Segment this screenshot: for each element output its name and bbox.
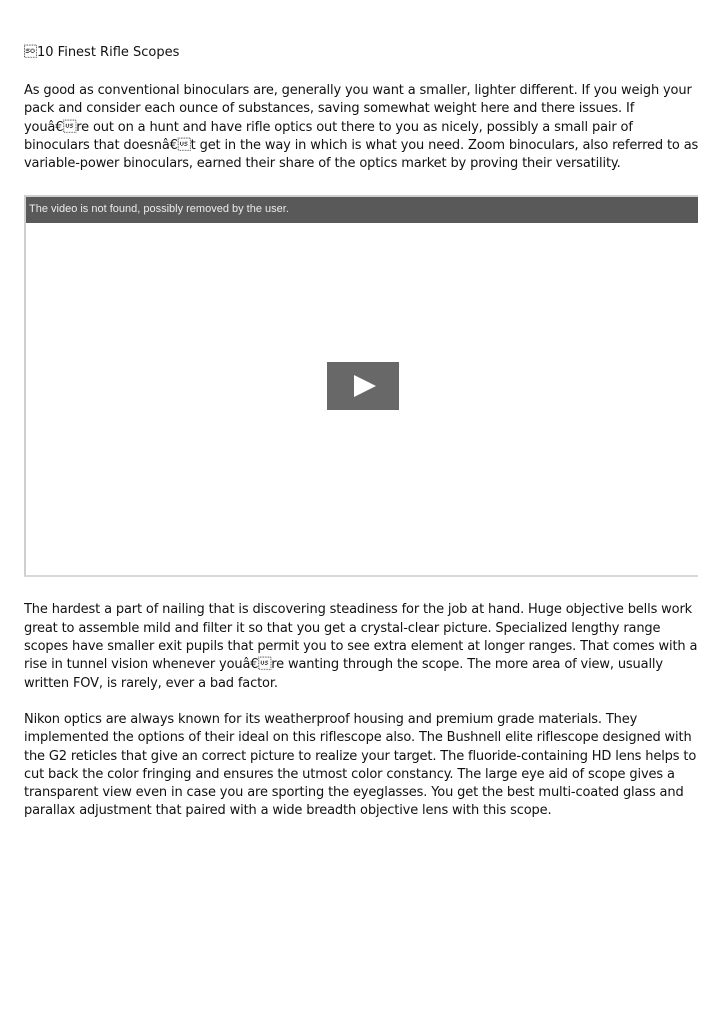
article-title: 10 Finest Rifle Scopes: [24, 45, 180, 60]
play-button[interactable]: [327, 362, 399, 410]
body-paragraph-1: The hardest a part of nailing that is discovering steadiness for the job at hand. Huge objective bells work great to assemble mild and filter it so that you get a crystal-clear picture. Specialized lengthy range scopes have smaller exit pupils that permit you to see extra element at longer ranges. That comes with a rise in tunnel vision whenever youâ€ re wanting through the scope. The more area of view, usually written FOV, is rarely, ever a bad factor.: [24, 602, 698, 691]
article: [24, 44, 700, 821]
intro-paragraph: As good as conventional binoculars are, generally you want a smaller, lighter different. If you weigh your pack and consider each ounce of substances, saving somewhat weight here and there issues. If youâ€ re out on a hunt and have rifle optics out there to you as nicely, possibly a small pair of binoculars that doesnâ€ t get in the way in which is what you need. Zoom binoculars, also referred to as variable-power binoculars, earned their share of the optics market by proving their versatility.: [24, 83, 699, 172]
play-icon: [354, 375, 376, 397]
body-paragraph-2: Nikon optics are always known for its weatherproof housing and premium grade materials. They implemented the options of their ideal on this riflescope also. The Bushnell elite riflescope designed with the G2 reticles that give an correct picture to realize your target. The fluoride-containing HD lens helps to cut back the color fringing and ensures the utmost color constancy. The large eye aid of scope gives a transparent view even in case you are sporting the eyeglasses. You get the best multi-coated glass and parallax adjustment that paired with a wide breadth objective lens with this scope.: [24, 711, 697, 819]
video-error-message: The video is not found, possibly removed by the user.: [26, 197, 698, 223]
video-player[interactable]: [24, 195, 698, 577]
